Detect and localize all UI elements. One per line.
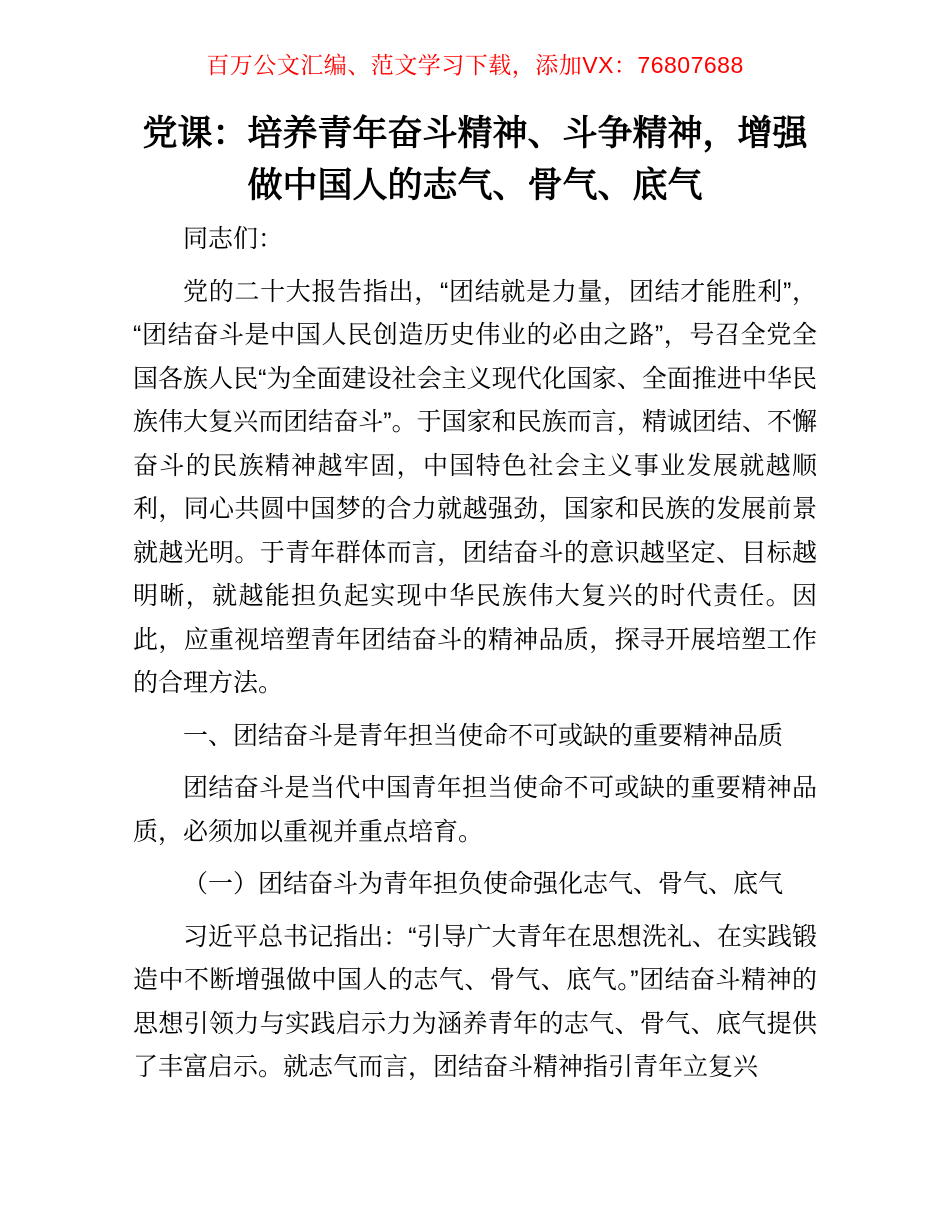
promo-banner: 百万公文汇编、范文学习下载，添加VX：76807688 xyxy=(206,52,744,78)
salutation: 同志们： xyxy=(183,225,284,253)
document-title: 党课：培养青年奋斗精神、斗争精神，增强做中国人的志气、骨气、底气 xyxy=(142,114,808,205)
section-heading-1: 一、团结奋斗是青年担当使命不可或缺的重要精神品质 xyxy=(183,721,784,750)
intro-paragraph: 党的二十大报告指出，“团结就是力量，团结才能胜利”，“团结奋斗是中国人民创造历史伟业的必由之路”，号召全党全国各族人民“为全面建设社会主义现代化国家、全面推进中华民族伟大复兴而团结奋斗”。于国家和民族而言，精诚团结、不懈奋斗的民族精神越牢固，中国特色社会主义事业发展就越顺利，同心共圆中国梦的合力就越强劲，国家和民族的发展前景就越光明。于青年群体而言，团结奋斗的意识越坚定、目标越明晰，就越能担负起实现中华民族伟大复兴的时代责任。因此，应重视培塑青年团结奋斗的精神品质，探寻开展培塑工作的合理方法。 xyxy=(133,277,817,697)
subsection-1-1-paragraph: 习近平总书记指出：“引导广大青年在思想洗礼、在实践锻造中不断增强做中国人的志气、骨气、底气。”团结奋斗精神的思想引领力与实践启示力为涵养青年的志气、骨气、底气提供了丰富启示。就志气而言，团结奋斗精神指引青年立复兴 xyxy=(133,922,817,1081)
document-body xyxy=(133,108,817,1090)
section-1-paragraph: 团结奋斗是当代中国青年担当使命不可或缺的重要精神品质，必须加以重视并重点培育。 xyxy=(133,774,817,846)
subsection-heading-1-1: （一）团结奋斗为青年担负使命强化志气、骨气、底气 xyxy=(183,870,784,898)
